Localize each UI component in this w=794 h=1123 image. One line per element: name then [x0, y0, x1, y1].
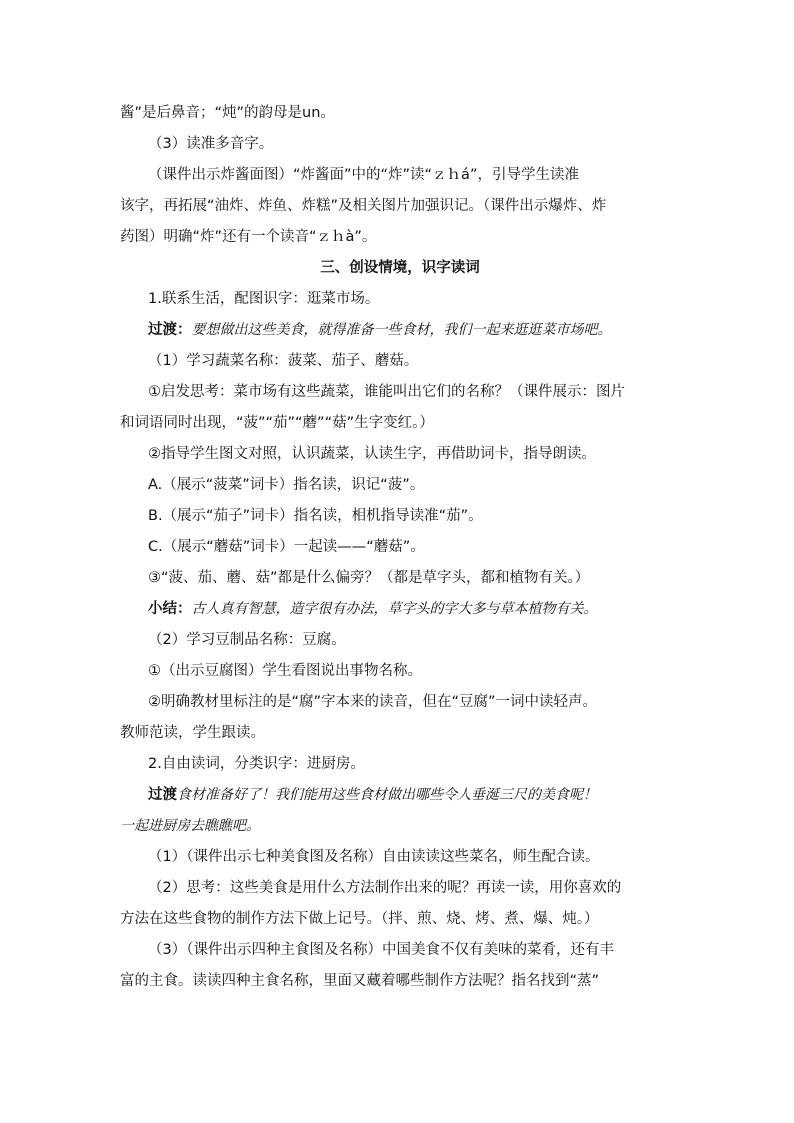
text-line: （1）（课件出示七种美食图及名称）自由读读这些菜名，师生配合读。	[148, 849, 600, 865]
text-line: ①（出示豆腐图）学生看图说出事物名称。	[148, 663, 422, 679]
text-line: ②明确教材里标注的是“腐”字本来的读音，但在“豆腐”一词中读轻声。	[148, 694, 598, 710]
text-line: 教师范读，学生跟读。	[120, 725, 265, 741]
text-line: （2）思考：这些美食是用什么方法制作出来的呢？再读一读，用你喜欢的	[148, 880, 622, 896]
text-line: （课件出示炸酱面图）“炸酱面”中的“炸”读“ｚｈá”，引导学生读准	[148, 167, 579, 183]
text-line: A.（展示“菠菜”词卡）指名读，识记“菠”。	[148, 477, 425, 493]
transition-line	[148, 785, 708, 805]
text-line: ③“菠、茄、蘑、菇”都是什么偏旁？（都是草字头，都和植物有关。）	[148, 570, 590, 586]
text-line: 酱”是后鼻音；“炖”的韵母是un。	[120, 105, 335, 121]
transition-text: 要想做出这些美食，就得准备一些食材，我们一起来逛逛菜市场吧。	[191, 322, 612, 338]
summary-line	[148, 599, 708, 619]
text-line: （2）学习豆制品名称：豆腐。	[148, 632, 346, 648]
text-line: （3）（课件出示四种主食图及名称）中国美食不仅有美味的菜肴，还有丰	[148, 942, 614, 958]
text-line: 1.联系生活，配图识字：逛菜市场。	[148, 291, 380, 307]
text-line: 2.自由读词，分类识字：进厨房。	[148, 756, 365, 772]
text-line: 富的主食。读读四种主食名称，里面又藏着哪些制作方法呢？指名找到“蒸”	[120, 973, 600, 989]
text-line: 药图）明确“炸”还有一个读音“ｚｈà”。	[120, 229, 377, 245]
text-line: ②指导学生图文对照，认识蔬菜，认读生字，再借助词卡，指导朗读。	[148, 446, 596, 462]
section-heading: 三、创设情境，识字读词	[320, 260, 480, 276]
summary-label: 小结：	[148, 601, 192, 617]
text-line: （1）学习蔬菜名称：菠菜、茄子、蘑菇。	[148, 353, 419, 369]
text-line: B.（展示“茄子”词卡）指名读，相机指导读准“茄”。	[148, 508, 483, 524]
text-line: C.（展示“蘑菇”词卡）一起读——“蘑菇”。	[148, 539, 425, 555]
transition-line	[148, 320, 708, 340]
text-line: 方法在这些食物的制作方法下做上记号。（拌、煎、烧、烤、煮、爆、炖。）	[120, 911, 599, 927]
text-line: 该字，再拓展“油炸、炸鱼、炸糕”及相关图片加强识记。（课件出示爆炸、炸	[120, 198, 607, 214]
text-line: （3）读准多音字。	[148, 136, 274, 152]
text-line: 和词语同时出现，“菠”“茄”“蘑”“菇”生字变红。）	[120, 415, 434, 431]
transition-text: 一起进厨房去瞧瞧吧。	[120, 818, 260, 834]
transition-text: 食材准备好了！我们能用这些食材做出哪些令人垂涎三尺的美食呢！	[177, 787, 597, 803]
transition-label: 过渡：	[148, 322, 192, 338]
transition-label: 过渡	[148, 787, 177, 803]
text-line: ①启发思考：菜市场有这些蔬菜，谁能叫出它们的名称？（课件展示：图片	[148, 384, 625, 400]
summary-text: 古人真有智慧，造字很有办法，草字头的字大多与草本植物有关。	[191, 601, 598, 617]
